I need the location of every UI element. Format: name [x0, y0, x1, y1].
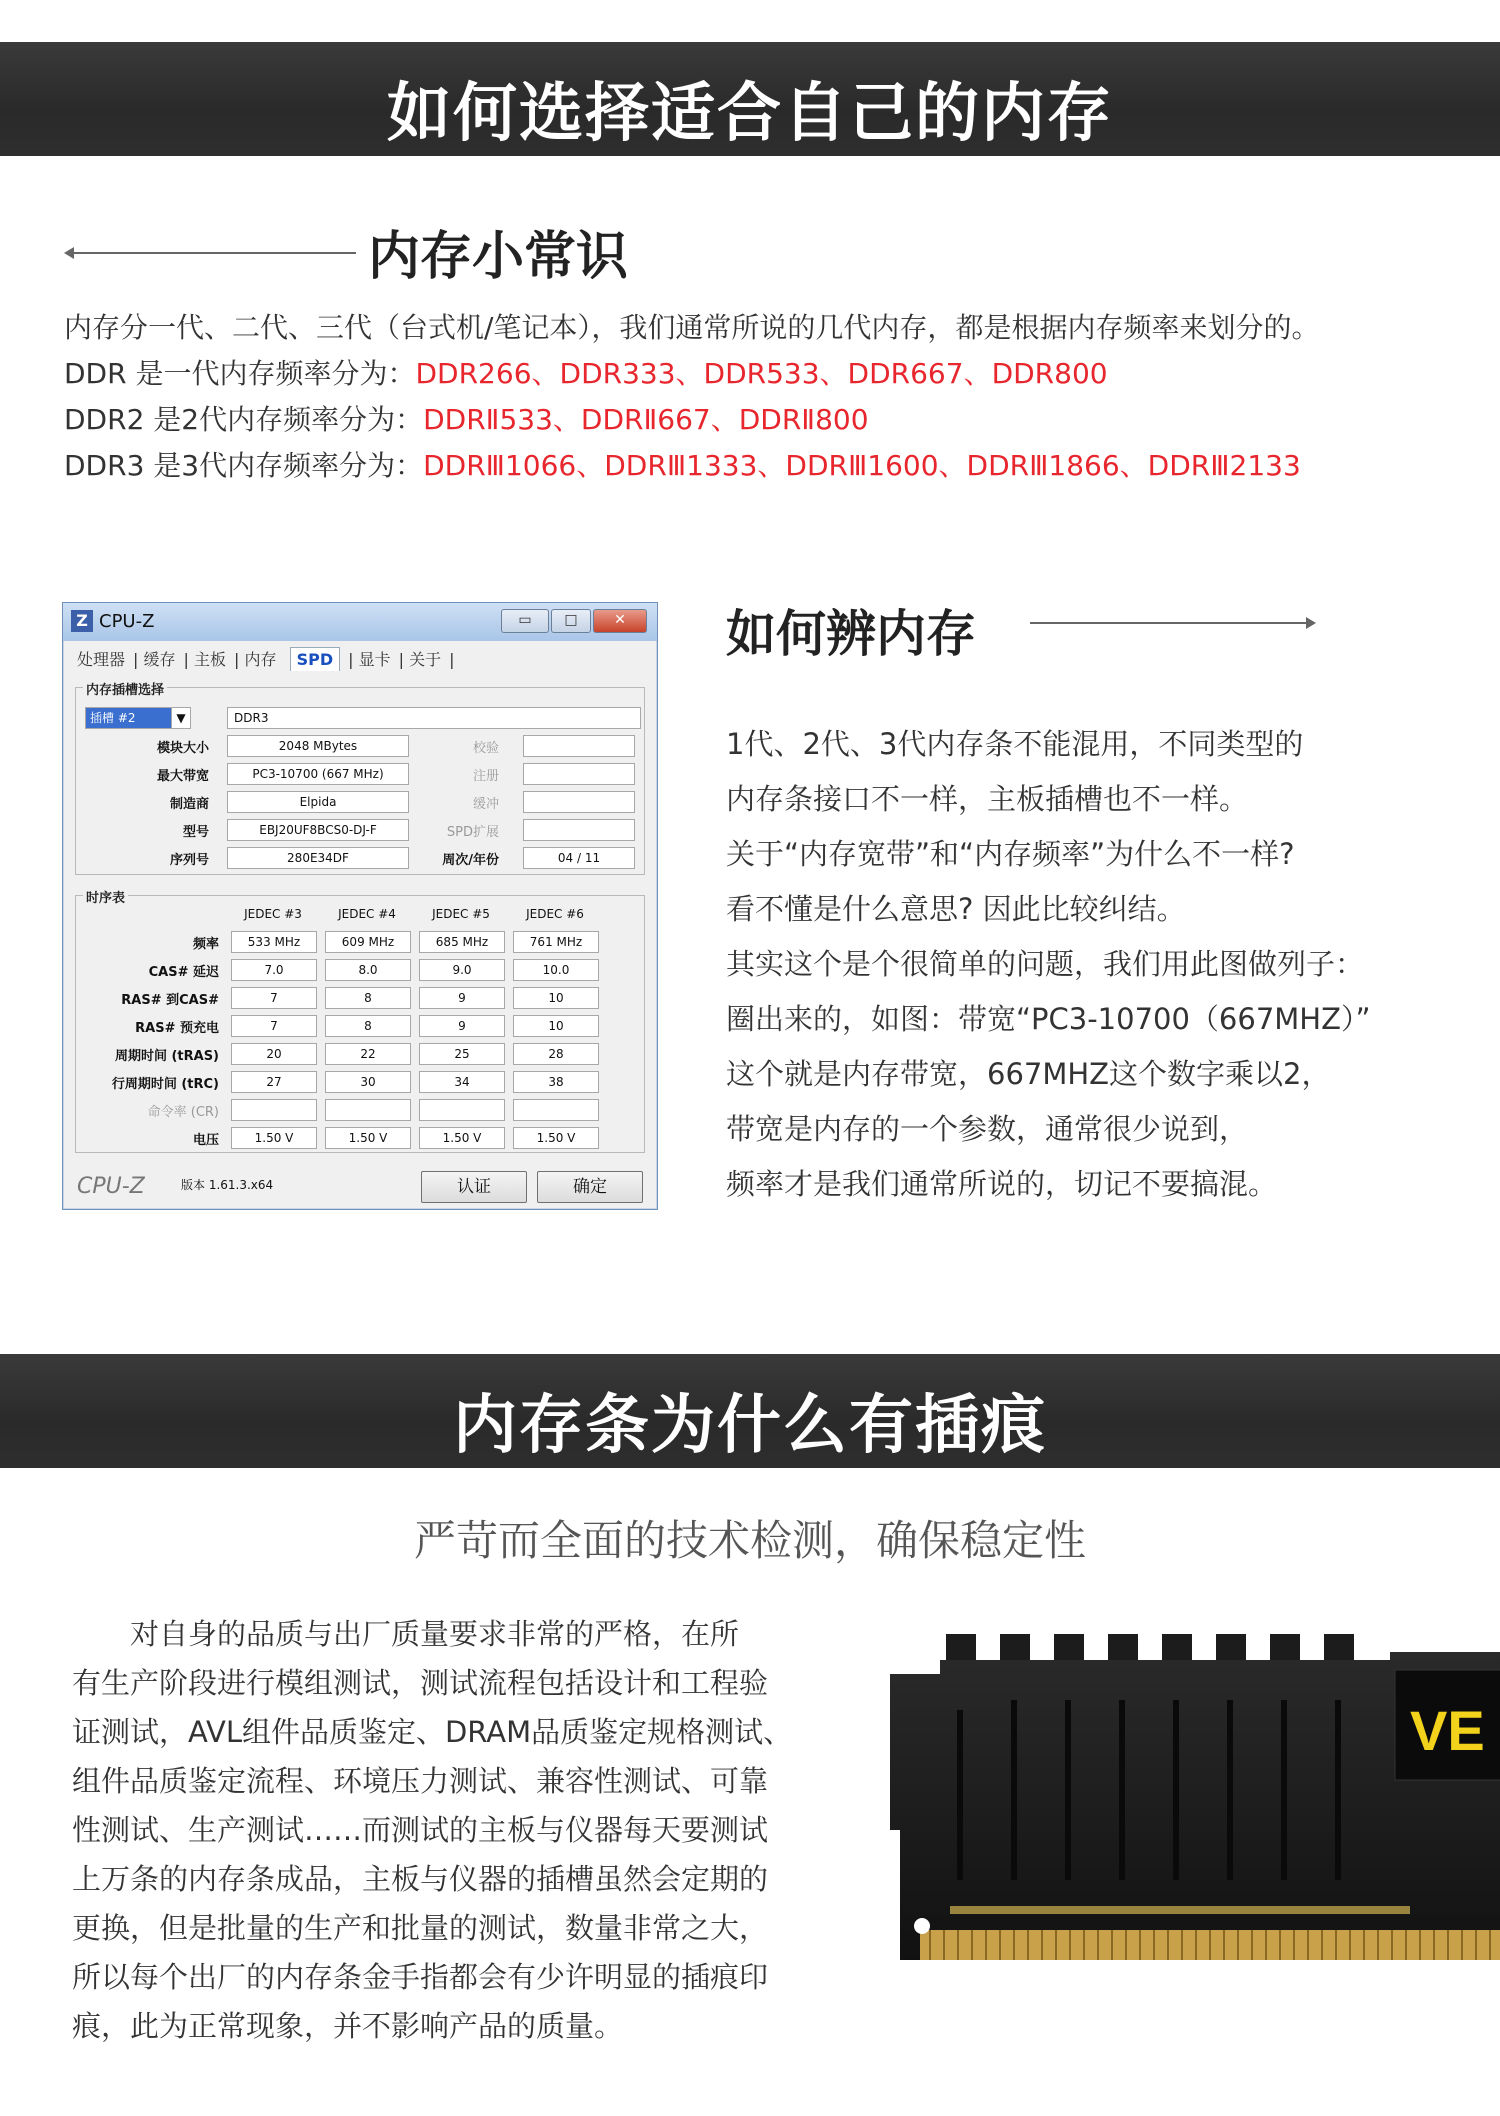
timing-cell: 1.50 V: [419, 1127, 505, 1149]
timing-header: JEDEC #4: [338, 907, 396, 921]
identify-line: 看不懂是什么意思? 因此比较纠结。: [726, 892, 1186, 926]
field-label: 序列号: [169, 853, 209, 868]
part-number-field: EBJ20UF8BCS0-DJ-F: [227, 819, 409, 841]
close-button[interactable]: ✕: [593, 609, 647, 633]
field-label: 校验: [472, 741, 499, 756]
timing-cell: [513, 1099, 599, 1121]
ecc-field: [523, 735, 635, 757]
version-label: 版本 1.61.3.x64: [181, 1178, 274, 1192]
field-label: 制造商: [169, 797, 209, 812]
field-label: 最大带宽: [156, 769, 209, 784]
field-label: 周次/年份: [442, 853, 499, 868]
cpuz-titlebar[interactable]: [63, 603, 657, 641]
quality-line: 性测试、生产测试……而测试的主板与仪器每天要测试: [72, 1813, 769, 1847]
timing-cell: 27: [231, 1071, 317, 1093]
info-line-text: 内存分一代、二代、三代（台式机/笔记本），我们通常所说的几代内存，都是根据内存频率来划分的。: [64, 311, 1320, 344]
slot-select-value: 插槽 #2: [90, 711, 136, 725]
banner-insertion-marks: [0, 1354, 1500, 1468]
quality-line: 更换，但是批量的生产和批量的测试，数量非常之大，: [72, 1911, 769, 1945]
timing-row-label: 频率: [192, 937, 219, 952]
timing-cell: 8.0: [325, 959, 411, 981]
banner-top: [0, 42, 1500, 156]
timing-cell: 1.50 V: [325, 1127, 411, 1149]
ram-brand-label: VE: [1410, 1699, 1485, 1762]
timing-row-label: 行周期时间 (tRC): [111, 1077, 219, 1092]
timing-cell: [419, 1099, 505, 1121]
timing-cell: 7.0: [231, 959, 317, 981]
timing-cell: 685 MHz: [419, 931, 505, 953]
timing-cell: 609 MHz: [325, 931, 411, 953]
tab-about[interactable]: 关于: [409, 650, 442, 669]
timing-row-label: 电压: [192, 1133, 219, 1148]
identify-line: 其实这个是个很简单的问题，我们用此图做列子：: [726, 947, 1365, 981]
identify-line: 圈出来的，如图：带宽“PC3-10700（667MHZ）”: [726, 1002, 1371, 1036]
ok-button[interactable]: 确定: [537, 1171, 643, 1203]
cpuz-footer-logo: CPU-Z: [77, 1174, 145, 1199]
section-subtitle: 严苛而全面的技术检测，确保稳定性: [413, 1516, 1086, 1565]
identify-line: 这个就是内存带宽，667MHZ这个数字乘以2，: [726, 1057, 1331, 1091]
identify-line: 内存条接口不一样，主板插槽也不一样。: [726, 782, 1249, 816]
timing-cell: 20: [231, 1043, 317, 1065]
banner-title: 如何选择适合自己的内存: [387, 77, 1113, 151]
timing-row-label: 周期时间 (tRAS): [114, 1049, 219, 1064]
timing-cell: [231, 1099, 317, 1121]
maximize-button[interactable]: □: [551, 609, 591, 633]
timing-row-label: RAS# 到CAS#: [121, 993, 219, 1008]
slot-select[interactable]: [85, 707, 173, 729]
quality-line: 所以每个出厂的内存条金手指都会有少许明显的插痕印: [72, 1960, 769, 1994]
quality-line: 证测试，AVL组件品质鉴定、DRAM品质鉴定规格测试、: [72, 1715, 793, 1749]
timing-row-label: RAS# 预充电: [135, 1021, 219, 1036]
info-line-text: DDR 是一代内存频率分为：: [64, 357, 416, 390]
ram-module-image: [890, 1630, 1500, 1990]
timing-cell: 761 MHz: [513, 931, 599, 953]
identify-line: 1代、2代、3代内存条不能混用，不同类型的: [726, 727, 1304, 761]
quality-line: 组件品质鉴定流程、环境压力测试、兼容性测试、可靠: [72, 1764, 769, 1798]
timing-cell: [325, 1099, 411, 1121]
info-line-text: DDR2 是2代内存频率分为：: [64, 403, 424, 436]
info-line-4: [64, 444, 1301, 484]
banner-title: 内存条为什么有插痕: [453, 1389, 1047, 1463]
timing-cell: 8: [325, 987, 411, 1009]
field-label: SPD扩展: [446, 825, 499, 840]
section-title-memory-basics: 内存小常识: [368, 227, 629, 287]
tab-processor[interactable]: 处理器: [77, 650, 126, 669]
buffered-field: [523, 791, 635, 813]
timing-cell: 38: [513, 1071, 599, 1093]
cpuz-logo-icon: Z: [71, 610, 93, 632]
timing-cell: 10.0: [513, 959, 599, 981]
max-bandwidth-field: PC3-10700 (667 MHz): [227, 763, 409, 785]
identify-line: 带宽是内存的一个参数，通常很少说到，: [726, 1112, 1249, 1146]
quality-line: 对自身的品质与出厂质量要求非常的严格，在所: [72, 1617, 740, 1651]
quality-line: 痕，此为正常现象，并不影响产品的质量。: [72, 2009, 624, 2043]
right-arrow-line-icon: [1030, 622, 1314, 624]
tab-graphics[interactable]: 显卡: [358, 650, 391, 669]
tab-mainboard[interactable]: 主板: [194, 650, 227, 669]
info-line-highlight: DDRⅢ1066、DDRⅢ1333、DDRⅢ1600、DDRⅢ1866、DDRⅢ2133: [423, 449, 1301, 482]
timing-cell: 1.50 V: [231, 1127, 317, 1149]
timing-cell: 10: [513, 987, 599, 1009]
serial-number-field: 280E34DF: [227, 847, 409, 869]
identify-line: 频率才是我们通常所说的，切记不要搞混。: [726, 1167, 1278, 1201]
timing-cell: 7: [231, 987, 317, 1009]
info-line-2: [64, 352, 1108, 392]
module-size-field: 2048 MBytes: [227, 735, 409, 757]
slot-group-label: 内存插槽选择: [83, 679, 167, 698]
cpuz-tabs: 处理器 | 缓存 | 主板 | 内存 SPD | 显卡 | 关于 |: [77, 647, 455, 670]
manufacturer-field: Elpida: [227, 791, 409, 813]
minimize-button[interactable]: ▭: [501, 609, 549, 633]
timing-row-label: CAS# 延迟: [148, 965, 219, 980]
quality-line: 有生产阶段进行模组测试，测试流程包括设计和工程验: [72, 1666, 769, 1700]
info-line-1: [64, 306, 1319, 346]
quality-line: 上万条的内存条成品，主板与仪器的插槽虽然会定期的: [72, 1862, 769, 1896]
timing-cell: 34: [419, 1071, 505, 1093]
identify-line: 关于“内存宽带”和“内存频率”为什么不一样?: [726, 837, 1295, 871]
timing-row-label: 命令率 (CR): [147, 1105, 219, 1120]
timing-group-label: 时序表: [83, 887, 128, 906]
registered-field: [523, 763, 635, 785]
timing-cell: 28: [513, 1043, 599, 1065]
tab-cache[interactable]: 缓存: [143, 650, 176, 669]
timing-cell: 9.0: [419, 959, 505, 981]
field-label: 缓冲: [472, 797, 499, 812]
timing-cell: 1.50 V: [513, 1127, 599, 1149]
left-arrow-line-icon: [66, 252, 356, 254]
tab-spd[interactable]: SPD: [290, 647, 341, 671]
timing-cell: 10: [513, 1015, 599, 1037]
field-label: 注册: [472, 769, 499, 784]
week-year-field: 04 / 11: [523, 847, 635, 869]
info-line-3: [64, 398, 869, 438]
field-label: 模块大小: [156, 741, 209, 756]
info-line-highlight: DDRⅡ533、DDRⅡ667、DDRⅡ800: [423, 403, 869, 436]
chevron-down-icon[interactable]: ▼: [171, 707, 191, 729]
timing-cell: 30: [325, 1071, 411, 1093]
validate-button[interactable]: 认证: [421, 1171, 527, 1203]
cpuz-window-title: CPU-Z: [99, 611, 155, 632]
field-label: 型号: [182, 825, 209, 840]
spd-ext-field: [523, 819, 635, 841]
timing-cell: 533 MHz: [231, 931, 317, 953]
memory-type-field: DDR3: [227, 707, 641, 729]
timing-header: JEDEC #6: [526, 907, 584, 921]
timing-cell: 9: [419, 1015, 505, 1037]
info-line-highlight: DDR266、DDR333、DDR533、DDR667、DDR800: [415, 357, 1108, 390]
timing-header: JEDEC #3: [244, 907, 302, 921]
tab-memory[interactable]: 内存: [244, 650, 277, 669]
timing-cell: 22: [325, 1043, 411, 1065]
timing-cell: 25: [419, 1043, 505, 1065]
cpuz-window: [62, 602, 658, 1210]
timing-cell: 7: [231, 1015, 317, 1037]
timing-cell: 9: [419, 987, 505, 1009]
info-line-text: DDR3 是3代内存频率分为：: [64, 449, 424, 482]
timing-header: JEDEC #5: [432, 907, 490, 921]
timing-cell: 8: [325, 1015, 411, 1037]
section-title-identify-memory: 如何辨内存: [726, 605, 976, 663]
